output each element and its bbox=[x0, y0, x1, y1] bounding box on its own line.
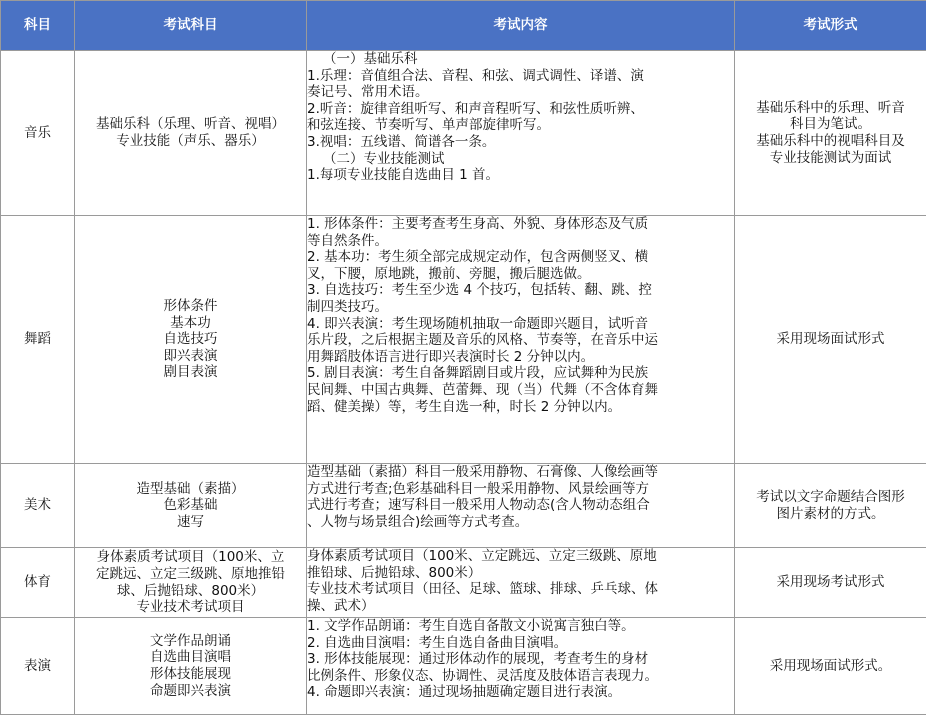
content-line: 用舞蹈肢体语言进行即兴表演时长 2 分钟以内。 bbox=[307, 349, 734, 366]
content-line: 奏记号、常用术语。 bbox=[307, 84, 734, 101]
subject-cell: 表演 bbox=[1, 618, 75, 715]
form-cell bbox=[735, 216, 926, 464]
form-line: 采用现场面试形式 bbox=[735, 331, 926, 348]
content-line: 和弦连接、节奏听写、单声部旋律听写。 bbox=[307, 117, 734, 134]
content-line: 推铅球、后抛铅球、800米） bbox=[307, 565, 734, 582]
form-line: 采用现场考试形式 bbox=[735, 574, 926, 591]
item-line: 基本功 bbox=[75, 315, 306, 332]
item-line: 色彩基础 bbox=[75, 497, 306, 514]
content-line: 1. 文学作品朗诵：考生自选自备散文小说寓言独白等。 bbox=[307, 618, 734, 635]
subject-cell: 美术 bbox=[1, 464, 75, 548]
form-cell bbox=[735, 548, 926, 618]
content-line: 、人物与场景组合)绘画等方式考查。 bbox=[307, 514, 734, 531]
content-line: 专业技术考试项目（田径、足球、篮球、排球、乒乓球、体 bbox=[307, 581, 734, 598]
header-items: 考试科目 bbox=[75, 1, 307, 51]
form-line: 科目为笔试。 bbox=[735, 116, 926, 133]
content-line: 3.视唱：五线谱、简谱各一条。 bbox=[307, 134, 734, 151]
content-line: 式进行考查；速写科目一般采用人物动态(含人物动态组合 bbox=[307, 497, 734, 514]
content-line: 身体素质考试项目（100米、立定跳远、立定三级跳、原地 bbox=[307, 548, 734, 565]
form-line: 考试以文字命题结合图形 bbox=[735, 489, 926, 506]
table-row bbox=[1, 216, 926, 464]
item-line: 专业技能（声乐、器乐） bbox=[75, 133, 306, 150]
form-line: 图片素材的方式。 bbox=[735, 506, 926, 523]
item-line: 定跳远、立定三级跳、原地推铅 bbox=[75, 566, 306, 583]
form-line: 基础乐科中的乐理、听音 bbox=[735, 100, 926, 117]
content-line: 1.每项专业技能自选曲目 1 首。 bbox=[307, 167, 734, 184]
form-cell bbox=[735, 51, 926, 216]
item-line: 基础乐科（乐理、听音、视唱） bbox=[75, 116, 306, 133]
content-line: （一）基础乐科 bbox=[307, 51, 734, 68]
subject-cell: 舞蹈 bbox=[1, 216, 75, 464]
item-line: 自选技巧 bbox=[75, 331, 306, 348]
content-line: 制四类技巧。 bbox=[307, 299, 734, 316]
item-line: 命题即兴表演 bbox=[75, 683, 306, 700]
subject-cell: 音乐 bbox=[1, 51, 75, 216]
content-line: 4. 即兴表演：考生现场随机抽取一命题即兴题目，试听音 bbox=[307, 316, 734, 333]
content-line: 比例条件、形象仪态、协调性、灵活度及肢体语言表现力。 bbox=[307, 668, 734, 685]
item-line: 球、后抛铅球、800米） bbox=[75, 583, 306, 600]
items-cell bbox=[75, 51, 307, 216]
content-cell bbox=[307, 216, 735, 464]
content-line: 3. 自选技巧：考生至少选 4 个技巧，包括转、翻、跳、控 bbox=[307, 282, 734, 299]
items-cell bbox=[75, 464, 307, 548]
item-line: 自选曲目演唱 bbox=[75, 649, 306, 666]
form-line: 专业技能测试为面试 bbox=[735, 150, 926, 167]
content-line: 4. 命题即兴表演：通过现场抽题确定题目进行表演。 bbox=[307, 684, 734, 701]
content-line: 乐片段，之后根据主题及音乐的风格、节奏等，在音乐中运 bbox=[307, 332, 734, 349]
item-line: 剧目表演 bbox=[75, 364, 306, 381]
table-row bbox=[1, 548, 926, 618]
content-cell bbox=[307, 464, 735, 548]
form-line: 基础乐科中的视唱科目及 bbox=[735, 133, 926, 150]
items-cell bbox=[75, 618, 307, 715]
content-line: 蹈、健美操）等，考生自选一种，时长 2 分钟以内。 bbox=[307, 399, 734, 416]
content-line: 5. 剧目表演：考生自备舞蹈剧目或片段，应试舞种为民族 bbox=[307, 365, 734, 382]
item-line: 造型基础（素描） bbox=[75, 481, 306, 498]
form-cell bbox=[735, 464, 926, 548]
header-subject: 科目 bbox=[1, 1, 75, 51]
subject-cell: 体育 bbox=[1, 548, 75, 618]
item-line: 专业技术考试项目 bbox=[75, 599, 306, 616]
item-line: 文学作品朗诵 bbox=[75, 633, 306, 650]
content-line: 2. 自选曲目演唱：考生自选自备曲目演唱。 bbox=[307, 635, 734, 652]
items-cell bbox=[75, 548, 307, 618]
header-form: 考试形式 bbox=[735, 1, 926, 51]
item-line: 身体素质考试项目（100米、立 bbox=[75, 549, 306, 566]
table-row bbox=[1, 618, 926, 715]
item-line: 即兴表演 bbox=[75, 348, 306, 365]
item-line: 速写 bbox=[75, 514, 306, 531]
content-line: 1. 形体条件：主要考查考生身高、外貌、身体形态及气质 bbox=[307, 216, 734, 233]
item-line: 形体技能展现 bbox=[75, 666, 306, 683]
item-line: 形体条件 bbox=[75, 298, 306, 315]
content-line: 2.听音：旋律音组听写、和声音程听写、和弦性质听辨、 bbox=[307, 101, 734, 118]
content-line: （二）专业技能测试 bbox=[307, 151, 734, 168]
content-line: 1.乐理：音值组合法、音程、和弦、调式调性、译谱、演 bbox=[307, 68, 734, 85]
table-row bbox=[1, 464, 926, 548]
table-row bbox=[1, 51, 926, 216]
content-cell bbox=[307, 618, 735, 715]
content-line: 方式进行考查;色彩基础科目一般采用静物、风景绘画等方 bbox=[307, 481, 734, 498]
content-line: 民间舞、中国古典舞、芭蕾舞、现（当）代舞（不含体育舞 bbox=[307, 382, 734, 399]
content-line: 叉，下腰，原地跳，搬前、旁腿，搬后腿选做。 bbox=[307, 266, 734, 283]
form-cell bbox=[735, 618, 926, 715]
content-line: 3. 形体技能展现：通过形体动作的展现，考查考生的身材 bbox=[307, 651, 734, 668]
content-line: 造型基础（素描）科目一般采用静物、石膏像、人像绘画等 bbox=[307, 464, 734, 481]
header-content: 考试内容 bbox=[307, 1, 735, 51]
content-line: 等自然条件。 bbox=[307, 233, 734, 250]
content-cell bbox=[307, 548, 735, 618]
form-line: 采用现场面试形式。 bbox=[735, 658, 926, 675]
items-cell bbox=[75, 216, 307, 464]
content-line: 2. 基本功：考生须全部完成规定动作，包含两侧竖叉、横 bbox=[307, 249, 734, 266]
content-line: 操、武术） bbox=[307, 598, 734, 615]
header-row bbox=[1, 1, 926, 51]
content-cell bbox=[307, 51, 735, 216]
